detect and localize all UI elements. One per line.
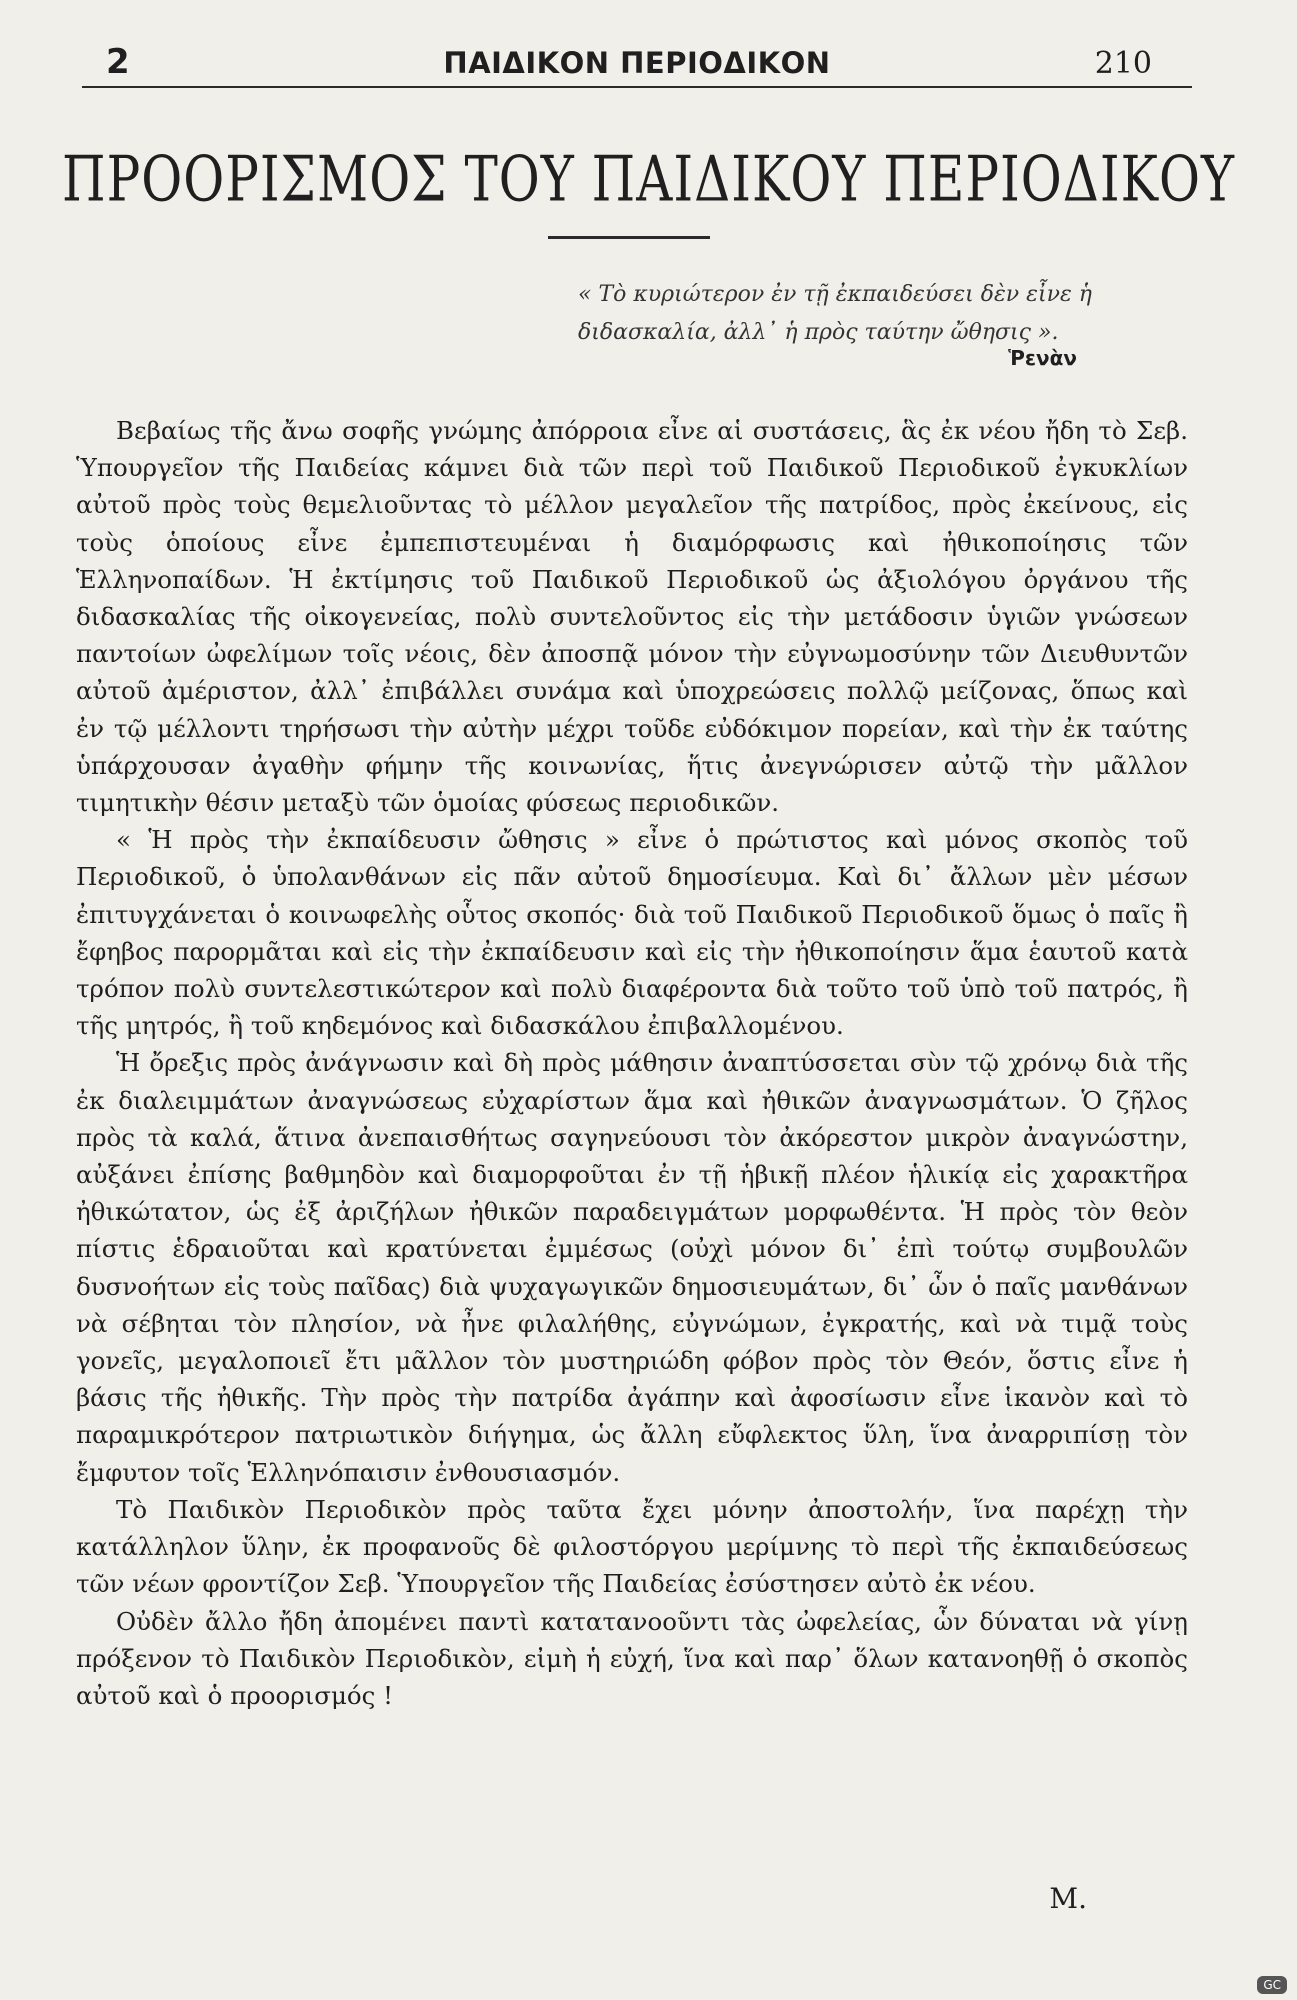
running-header	[82, 40, 1192, 88]
epigraph-author: Ῥενὰν	[1008, 346, 1077, 370]
paragraph: Τὸ Παιδικὸν Περιοδικὸν πρὸς ταῦτα ἔχει μόνην ἀποστολήν, ἵνα παρέχῃ τὴν κατάλληλον ὕλην, ἐκ προφανοῦς δὲ φιλοστόργου μερίμνης τὸ περὶ τῆς ἐκπαιδεύσεως τῶν νέων φροντίζον Σεβ. Ὑπουργεῖον τῆς Παιδείας ἐσύστησεν αὐτὸ ἐκ νέου.	[76, 1494, 1188, 1599]
paragraph: Οὐδὲν ἄλλο ἤδη ἀπομένει παντὶ κατατανοοῦντι τὰς ὠφελείας, ὧν δύναται νὰ γίνῃ πρόξενον τὸ Παιδικὸν Περιοδικὸν, εἰμὴ ἡ εὐχή, ἵνα καὶ παρ᾽ ὅλων κατανοηθῇ ὁ σκοπὸς αὐτοῦ καὶ ὁ προορισμός !	[76, 1606, 1188, 1710]
paragraph: Ἡ ὄρεξις πρὸς ἀνάγνωσιν καὶ δὴ πρὸς μάθησιν ἀναπτύσσεται σὺν τῷ χρόνῳ διὰ τῆς ἐκ διαλειμμάτων ἀναγνώσεως εὐχαρίστων ἅμα καὶ ἠθικῶν ἀναγνωσμάτων. Ὁ ζῆλος πρὸς τὰ καλά, ἅτινα ἀνεπαισθήτως σαγηνεύουσι τὸν ἀκόρεστον μικρὸν ἀναγνώστην, αὐξάνει ἐπίσης βαθμηδὸν καὶ διαμορφοῦται ἐν τῇ ἡβικῇ πλέον ἡλικίᾳ εἰς χαρακτῆρα ἠθικώτατον, ὡς ἐξ ἀριζήλων ἠθικῶν παραδειγμάτων μορφωθέντα. Ἡ πρὸς τὸν θεὸν πίστις ἑδραιοῦται καὶ κρατύνεται ἐμμέσως (οὐχὶ μόνον δι᾽ ἐπὶ τούτῳ συμβουλῶν δυσνοήτων εἰς τοὺς παῖδας) διὰ ψυχαγωγικῶν δημοσιευμάτων, δι᾽ ὧν ὁ παῖς μανθάνων νὰ σέβηται τὸν πλησίον, νὰ ἦνε φιλαλήθης, εὐγνώμων, ἐγκρατής, καὶ νὰ τιμᾷ τοὺς γονεῖς, μεγαλοποιεῖ ἔτι μᾶλλον τὸν μυστηριώδη φόβον πρὸς τὸν Θεόν, ὅστις εἶνε ἡ βάσις τῆς ἠθικῆς. Τὴν πρὸς τὴν πατρίδα ἀγάπην καὶ ἀφοσίωσιν εἶνε ἱκανὸν καὶ τὸ παραμικρότερον πατριωτικὸν διήγημα, ὡς ἄλλη εὔφλεκτος ὕλη, ἵνα ἀναρριπίσῃ τὸν ἔμφυτον τοῖς Ἑλληνόπαισιν ἐνθουσιασμόν.	[76, 1048, 1188, 1487]
journal-name: ΠΑΙΔΙΚΟΝ ΠΕΡΙΟΔΙΚΟΝ	[443, 46, 831, 80]
article-title: ΠΡΟΟΡΙΣΜΟΣ ΤΟΥ ΠΑΙΔΙΚΟΥ ΠΕΡΙΟΔΙΚΟΥ	[62, 143, 1235, 216]
epigraph	[578, 276, 1138, 352]
watermark-badge: GC	[1257, 1976, 1287, 1994]
signature: Μ.	[1049, 1882, 1087, 1915]
article-body	[76, 412, 1188, 1714]
paragraph: Βεβαίως τῆς ἄνω σοφῆς γνώμης ἀπόρροια εἶνε αἱ συστάσεις, ἃς ἐκ νέου ἤδη τὸ Σεβ. Ὑπουργεῖον τῆς Παιδείας κάμνει διὰ τῶν περὶ τοῦ Παιδικοῦ Περιοδικοῦ ἐγκυκλίων αὐτοῦ πρὸς τοὺς θεμελιοῦντας τὸ μέλλον μεγαλεῖον τῆς πατρίδος, πρὸς ἐκείνους, εἰς τοὺς ὁποίους εἶνε ἐμπεπιστευμέναι ἡ διαμόρφωσις καὶ ἠθικοποίησις τῶν Ἑλληνοπαίδων. Ἡ ἐκτίμησις τοῦ Παιδικοῦ Περιοδικοῦ ὡς ἀξιολόγου ὀργάνου τῆς διδασκαλίας τῆς οἰκογενείας, πολὺ συντελοῦντος εἰς τὴν μετάδοσιν ὑγιῶν γνώσεων παντοίων ὠφελίμων τοῖς νέοις, δὲν ἀποσπᾷ μόνον τὴν εὐγνωμοσύνην τῶν Διευθυντῶν αὐτοῦ ἀμέριστον, ἀλλ᾽ ἐπιβάλλει συνάμα καὶ ὑποχρεώσεις πολλῷ μείζονας, ὅπως καὶ ἐν τῷ μέλλοντι τηρήσωσι τὴν αὐτὴν μέχρι τοῦδε εὐδόκιμον πορείαν, καὶ τὴν ἐκ ταύτης ὑπάρχουσαν ἀγαθὴν φήμην τῆς κοινωνίας, ἥτις ἀνεγνώρισεν αὐτῷ τὴν μᾶλλον τιμητικὴν θέσιν μεταξὺ τῶν ὁμοίας φύσεως περιοδικῶν.	[76, 416, 1188, 818]
epigraph-line-2: διδασκαλία, ἀλλ᾽ ἡ πρὸς ταύτην ὤθησις ».	[578, 320, 1059, 345]
page-number: 2	[106, 42, 130, 82]
issue-number: 210	[1094, 46, 1152, 81]
paragraph: « Ἡ πρὸς τὴν ἐκπαίδευσιν ὤθησις » εἶνε ὁ πρώτιστος καὶ μόνος σκοπὸς τοῦ Περιοδικοῦ, ὁ ὑπολανθάνων εἰς πᾶν αὐτοῦ δημοσίευμα. Καὶ δι᾽ ἄλλων μὲν μέσων ἐπιτυγχάνεται ὁ κοινωφελὴς οὗτος σκοπός· διὰ τοῦ Παιδικοῦ Περιοδικοῦ ὅμως ὁ παῖς ἢ ἔφηβος παρορμᾶται καὶ εἰς τὴν ἐκπαίδευσιν καὶ εἰς τὴν ἠθικοποίησιν ἅμα ἑαυτοῦ κατὰ τρόπον πολὺ συντελεστικώτερον καὶ πολὺ διαφέροντα διὰ τοῦτο τοῦ ὑπὸ τοῦ πατρός, ἢ τῆς μητρός, ἢ τοῦ κηδεμόνος καὶ διδασκάλου ἐπιβαλλομένου.	[76, 825, 1188, 1041]
epigraph-line-1: « Τὸ κυριώτερον ἐν τῇ ἐκπαιδεύσει δὲν εἶνε ἡ	[578, 282, 1092, 307]
title-rule	[548, 236, 710, 239]
